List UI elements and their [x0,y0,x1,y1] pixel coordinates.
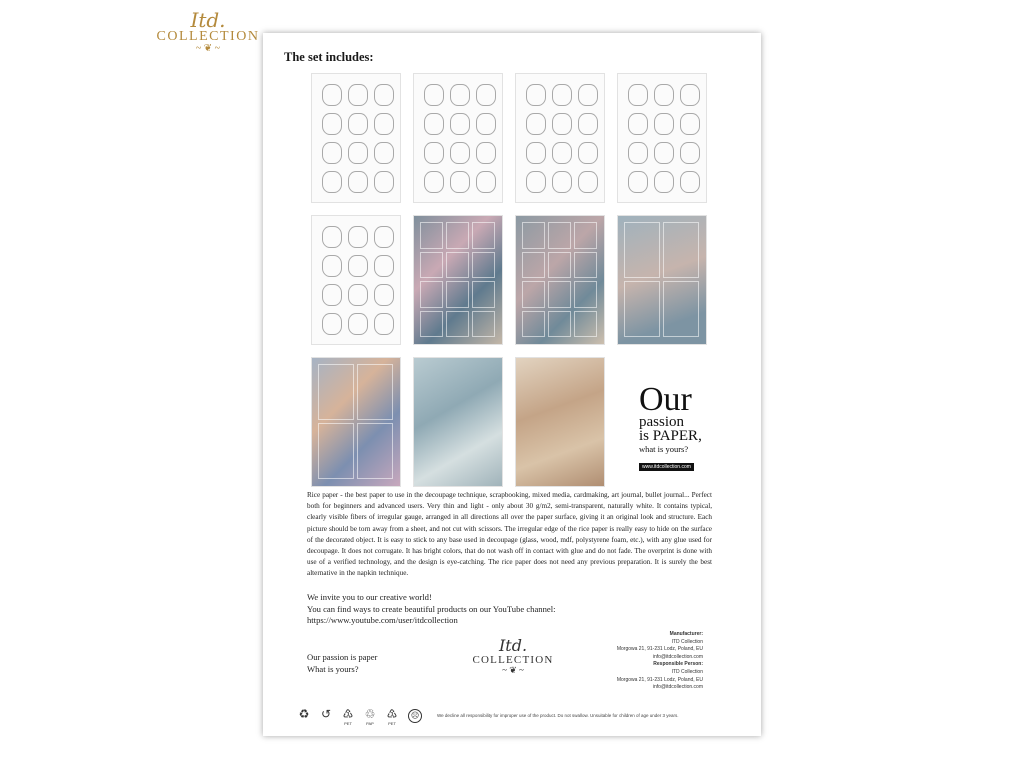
passion-our: Our [639,381,692,418]
recycling-icons [296,708,400,726]
manufacturer-name: ITD Collection [671,638,703,645]
blue-watercolor-texture-sheet [413,357,503,487]
slogan-line1: Our passion is paper [307,652,378,662]
vintage-objects-sketch-sheet [617,73,707,203]
recycle-pap-icon: ♲ PAP [364,707,376,726]
passion-url[interactable]: www.itdcollection.com [639,463,694,471]
passion-line4: what is yours? [639,444,689,454]
product-sheet [263,33,761,736]
recycle-pet-2-icon: ♳ PET [386,707,398,726]
manufacturer-email[interactable]: info@itdcollection.com [652,653,703,660]
center-logo-script: Itd. [498,636,528,655]
logo-flourish: ~ ❦ ~ [195,43,221,54]
logo-word: COLLECTION [156,29,260,44]
watercolor-panels-sheet [617,215,707,345]
no-swallow-icon: ☹ [408,709,422,723]
responsible-address: Morgowa 21, 91-231 Lodz, Poland, EU [616,676,703,683]
youtube-link[interactable]: https://www.youtube.com/user/itdcollection [307,615,458,625]
manufacturer-info [553,631,703,692]
recycle-arrow-icon: ↺ [320,707,332,721]
center-logo-flourish: ~ ❦ ~ [502,665,524,675]
passion-badge [639,381,709,473]
watercolor-grid-sheet-1 [413,215,503,345]
logo-script: Itd. [190,8,226,32]
hanging-frames-sketch-sheet [515,73,605,203]
invite-line1: We invite you to our creative world! [307,592,432,602]
recycle-pet-icon: ♳ PET [342,707,354,726]
passion-line3: is PAPER, [639,428,702,444]
itd-collection-logo [146,10,270,54]
watercolor-grid-sheet-2 [515,215,605,345]
slogan-line2: What is yours? [307,664,359,674]
responsible-email[interactable]: info@itdcollection.com [652,684,703,691]
product-description: Rice paper - the best paper to use in the decoupage technique, scrapbooking, mixed media, cardmaking, art journal, bullet journal... Perfect both for beginners and advanced users. Very thin and light - only about 30 g/m2, semi-transparent, naturally white. It contains typical, clearly visible fibers of irregular gauge, arranged in all directions all over the paper surface, giving it an original look and structure. Each picture should be torn away from a sheet, and not cut with scissors. The irregular edge of the rice paper is really easy to hide on the surface of the decorated object. It is easy to stick to any base used in decoupage (glass, wood, mdf, polystyrene foam, etc.), with any glue used for decoupage. It does not corrugate. It has bright colors, that do not wash off in contact with glue and do not fade. The overprint is done with use of a verified technology, and the design is eye-catching. The rice paper does not need any previous preparation. It is surely the best alternative in the napkin technique. [307,491,712,578]
layered-parchment-sheet [515,357,605,487]
invite-line2: You can find ways to create beautiful products on our YouTube channel: [307,603,556,614]
animal-faces-sketch-sheet [413,73,503,203]
disclaimer: We decline all responsibility for improper use of the product. Do not swallow. Unsuitable for children of age under 3 years. [437,713,679,718]
person-bin-icon: ♻ [298,707,310,721]
set-heading: The set includes: [284,50,374,64]
itd-collection-center-logo [463,638,563,675]
responsible-name: ITD Collection [671,668,703,675]
manufacturer-label: Manufacturer: [669,631,703,637]
oval-frames-sketch-sheet [311,215,401,345]
center-logo-word: COLLECTION [472,654,554,666]
invite-block [307,592,712,627]
manufacturer-address: Morgowa 21, 91-231 Lodz, Poland, EU [616,646,703,653]
watercolor-quad-sheet [311,357,401,487]
passion-line2: passion [639,414,684,430]
slogan [307,651,377,675]
animal-portraits-sketch-sheet [311,73,401,203]
responsible-label: Responsible Person: [653,661,703,668]
